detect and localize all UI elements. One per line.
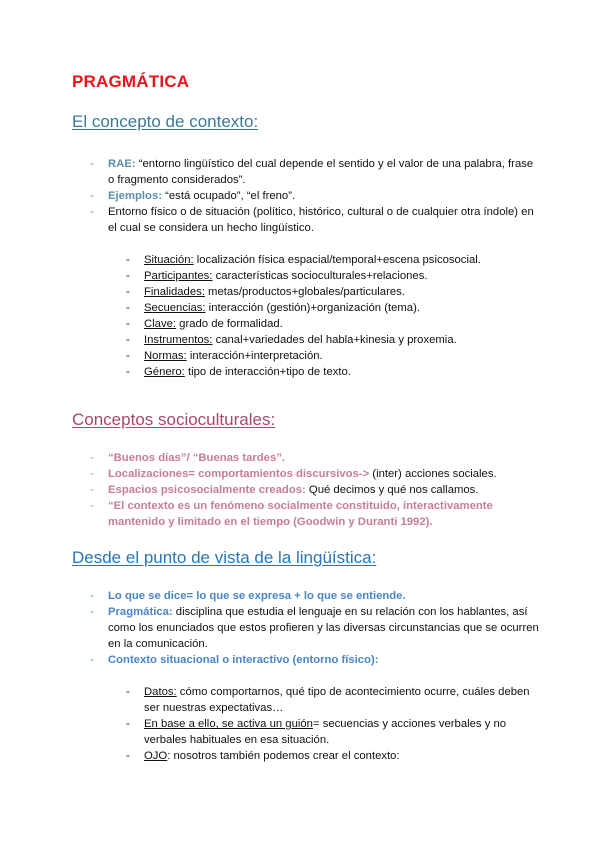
sublist-item bbox=[72, 348, 540, 364]
item-key: Pragmática: bbox=[108, 606, 173, 618]
sublist-contexto bbox=[72, 252, 540, 380]
sublist-item bbox=[72, 684, 540, 716]
list-item bbox=[72, 156, 540, 188]
item-text: Entorno físico o de situación (político, histórico, cultural o de cualquier otra índole) en el cual se considera un hecho lingüístico. bbox=[108, 206, 534, 234]
item-key: Contexto situacional o interactivo (entorno físico): bbox=[108, 654, 379, 666]
item-key: “El contexto es un fenómeno socialmente constituido, interactivamente mantenido y limitado en el tiempo (Goodwin y Duranti 1992). bbox=[108, 500, 493, 528]
item-text: grado de formalidad. bbox=[176, 318, 283, 330]
item-text: interacción (gestión)+organización (tema). bbox=[205, 302, 420, 314]
item-text: metas/productos+globales/particulares. bbox=[204, 286, 405, 298]
item-text: canal+variedades del habla+kinesia y proxemia. bbox=[212, 334, 457, 346]
item-text: (inter) acciones sociales. bbox=[369, 468, 497, 480]
list-socioculturales bbox=[72, 450, 540, 530]
item-text: : nosotros también podemos crear el contexto: bbox=[167, 750, 400, 762]
item-key: “Buenos días”/ “Buenas tardes”. bbox=[108, 452, 286, 464]
list-item bbox=[72, 588, 540, 604]
sublist-item bbox=[72, 268, 540, 284]
item-key: Lo que se dice= lo que se expresa + lo que se entiende. bbox=[108, 590, 406, 602]
section-heading-socioculturales: Conceptos socioculturales: bbox=[72, 410, 276, 429]
section-heading-linguistica: Desde el punto de vista de la lingüística: bbox=[72, 548, 377, 567]
item-key: Participantes: bbox=[144, 270, 213, 282]
item-key: Secuencias: bbox=[144, 302, 206, 314]
item-key: Datos: bbox=[144, 686, 177, 698]
list-item bbox=[72, 204, 540, 236]
item-key: Clave: bbox=[144, 318, 177, 330]
item-text: localización física espacial/temporal+escena psicosocial. bbox=[193, 254, 481, 266]
list-linguistica bbox=[72, 588, 540, 668]
item-key: Ejemplos: bbox=[108, 190, 162, 202]
sublist-item bbox=[72, 364, 540, 380]
item-text: tipo de interacción+tipo de texto. bbox=[184, 366, 351, 378]
item-text: Qué decimos y qué nos callamos. bbox=[305, 484, 479, 496]
list-item bbox=[72, 652, 540, 668]
item-key: Instrumentos: bbox=[144, 334, 213, 346]
item-key: En base a ello, se activa un guión bbox=[144, 718, 313, 730]
list-contexto bbox=[72, 156, 540, 236]
sublist-item bbox=[72, 716, 540, 748]
list-item bbox=[72, 188, 540, 204]
sublist-linguistica bbox=[72, 684, 540, 764]
item-text: cómo comportarnos, qué tipo de acontecimiento ocurre, cuáles deben ser nuestras expectativas… bbox=[144, 686, 530, 714]
list-item bbox=[72, 604, 540, 652]
sublist-item bbox=[72, 748, 540, 764]
section-heading-contexto: El concepto de contexto: bbox=[72, 112, 259, 131]
item-key: RAE: bbox=[108, 158, 136, 170]
sublist-item bbox=[72, 284, 540, 300]
item-text: disciplina que estudia el lenguaje en su relación con los hablantes, así como los enunciados que estos profieren y las diversas circunstancias que se ocurren en la comunicación. bbox=[108, 606, 539, 650]
item-key: Finalidades: bbox=[144, 286, 205, 298]
item-text: características socioculturales+relaciones. bbox=[212, 270, 428, 282]
sublist-item bbox=[72, 316, 540, 332]
item-key: OJO bbox=[144, 750, 168, 762]
list-item bbox=[72, 450, 540, 466]
sublist-item bbox=[72, 332, 540, 348]
list-item bbox=[72, 466, 540, 482]
item-text: “entorno lingüístico del cual depende el sentido y el valor de una palabra, frase o fragmento considerados”. bbox=[108, 158, 534, 186]
item-key: Normas: bbox=[144, 350, 187, 362]
document-title: PRAGMÁTICA bbox=[72, 72, 190, 91]
sublist-item bbox=[72, 252, 540, 268]
sublist-item bbox=[72, 300, 540, 316]
item-key: Espacios psicosocialmente creados: bbox=[108, 484, 306, 496]
item-key: Género: bbox=[144, 366, 185, 378]
item-text: interacción+interpretación. bbox=[186, 350, 323, 362]
item-text: “está ocupado”, “el freno”. bbox=[162, 190, 296, 202]
list-item bbox=[72, 498, 540, 530]
list-item bbox=[72, 482, 540, 498]
item-key: Localizaciones= comportamientos discursivos-> bbox=[108, 468, 370, 480]
item-key: Situación: bbox=[144, 254, 194, 266]
item-text: = secuencias y acciones verbales y no verbales habituales en esa situación. bbox=[144, 718, 507, 746]
